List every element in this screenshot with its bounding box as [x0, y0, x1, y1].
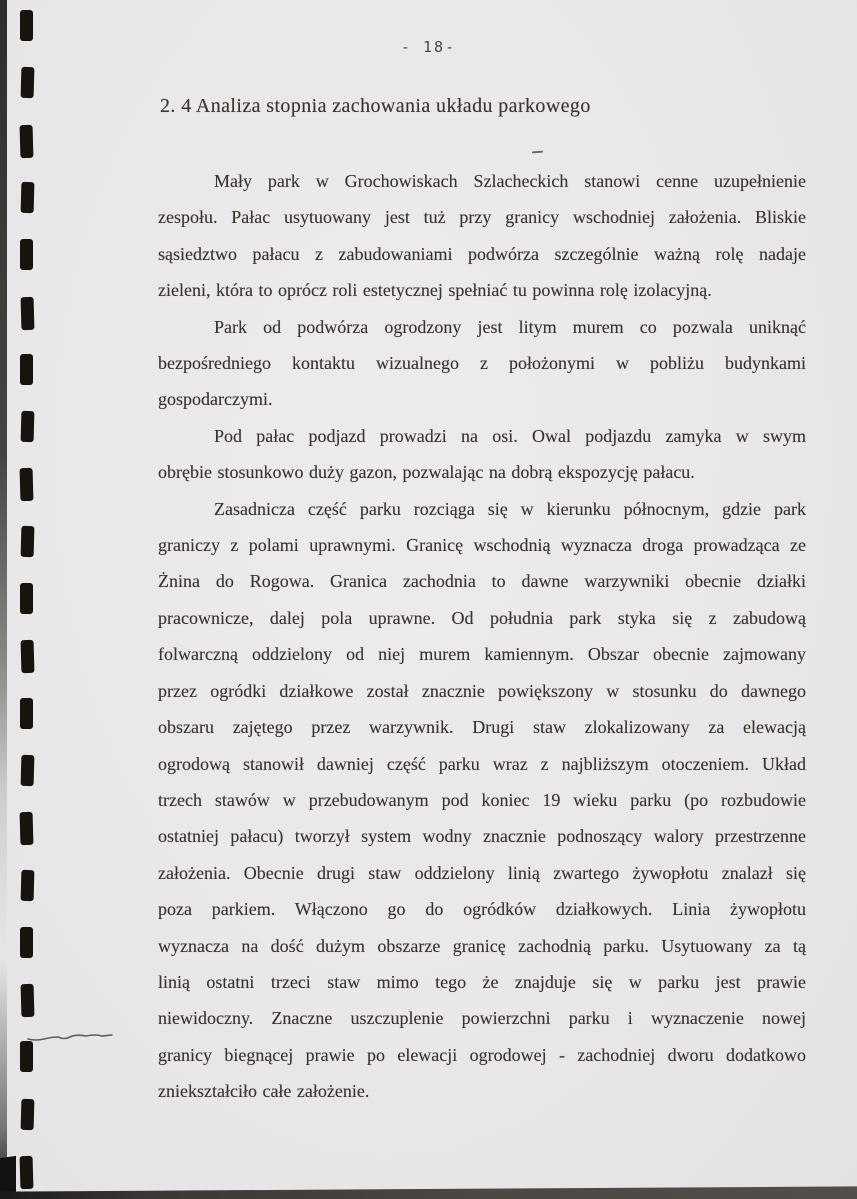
text-line: zieleni, która to oprócz roli estetycznej spełniać tu powinna rolę izolacyjną. [158, 280, 712, 301]
binding-hole [20, 239, 33, 270]
paragraph [158, 491, 806, 1110]
binding-hole [20, 698, 33, 729]
text-line: ogrodową stanowił dawniej część parku wraz z najbliższym otoczeniem. Układ [158, 753, 806, 774]
text-line: granicy biegnącej prawie po elewacji ogrodowej - zachodniej dworu dodatkowo [158, 1044, 806, 1065]
scan-artifact-dash [532, 151, 543, 154]
binding-hole [21, 1099, 35, 1130]
text-line: zespołu. Pałac usytuowany jest tuż przy granicy wschodniej założenia. Bliskie [158, 207, 806, 228]
binding-hole [21, 67, 35, 98]
text-line: ostatniej pałacu) tworzył system wodny znacznie podnoszący walory przestrzenne [158, 826, 806, 847]
binding-hole [20, 1156, 34, 1189]
text-line: wyznacza na dość dużym obszarze granicę zachodnią parku. Usytuowany za tą [158, 935, 806, 956]
text-line: obrębie stosunkowo duży gazon, pozwalając na dobrą ekspozycję pałacu. [158, 462, 695, 483]
text-line: gospodarczymi. [158, 389, 273, 410]
comb-binding [0, 0, 45, 1199]
scan-bottom-band [0, 1186, 857, 1199]
binding-hole [21, 411, 35, 442]
paragraph [158, 418, 806, 491]
text-line: Pod pałac podjazd prowadzi na osi. Owal podjazdu zamyka w swym [214, 425, 806, 446]
binding-hole [21, 755, 35, 786]
document-body [158, 163, 806, 1110]
text-line: zniekształciło całe założenie. [158, 1081, 370, 1102]
binding-hole [21, 182, 35, 213]
binding-hole [20, 583, 33, 614]
page-number: - 18- [400, 38, 457, 56]
binding-hole [20, 927, 33, 958]
text-line: założenia. Obecnie drugi staw oddzielony linią zwartego żywopłotu znalazł się [158, 862, 806, 883]
binding-hole [20, 354, 33, 385]
paragraph [158, 309, 806, 418]
binding-hole [21, 526, 35, 557]
text-line: niewidoczny. Znaczne uszczuplenie powierzchni parku i wyznaczenie nowej [158, 1008, 806, 1029]
text-line: Park od podwórza ogrodzony jest litym murem co pozwala uniknąć [214, 316, 806, 337]
text-line: Zasadnicza część parku rozciąga się w kierunku północnym, gdzie park [214, 498, 806, 519]
binding-hole [21, 296, 35, 329]
text-line: Żnina do Rogowa. Granica zachodnia to dawne warzywniki obecnie działki [158, 571, 806, 592]
text-line: pracownicze, dalej pola uprawne. Od południa park styka się z zabudową [158, 607, 806, 628]
text-line: przez ogródki działkowe został znacznie powiększony w stosunku do dawnego [158, 680, 806, 701]
binding-hole [20, 468, 34, 501]
text-line: bezpośredniego kontaktu wizualnego z położonymi w pobliżu budynkami [158, 353, 806, 374]
binding-hole [20, 124, 34, 157]
text-line: graniczy z polami uprawnymi. Granicę wschodnią wyznacza droga prowadząca ze [158, 535, 806, 556]
text-line: sąsiedztwo pałacu z zabudowaniami podwórza szczególnie ważną rolę nadaje [158, 243, 806, 264]
paragraph [158, 163, 806, 309]
text-line: folwarczną oddzielony od niej murem kamiennym. Obszar obecnie zajmowany [158, 644, 806, 665]
text-line: linią ostatni trzeci staw mimo tego że znajduje się w parku jest prawie [158, 971, 806, 992]
binding-hole [20, 10, 33, 41]
text-line: poza parkiem. Włączono go do ogródków działkowych. Linia żywopłotu [158, 899, 806, 920]
binding-hole [21, 869, 35, 900]
binding-hole [21, 984, 35, 1017]
text-line: Mały park w Grochowiskach Szlacheckich stanowi cenne uzupełnienie [214, 171, 806, 191]
section-heading: 2. 4 Analiza stopnia zachowania układu parkowego [160, 95, 591, 117]
text-line: trzech stawów w przebudowanym pod koniec 19 wieku parku (po rozbudowie [158, 789, 806, 810]
text-line: obszaru zajętego przez warzywnik. Drugi staw zlokalizowany za elewacją [158, 717, 806, 738]
scan-artifact-scratch [26, 1030, 114, 1049]
binding-hole [20, 812, 34, 845]
binding-hole [21, 640, 35, 673]
